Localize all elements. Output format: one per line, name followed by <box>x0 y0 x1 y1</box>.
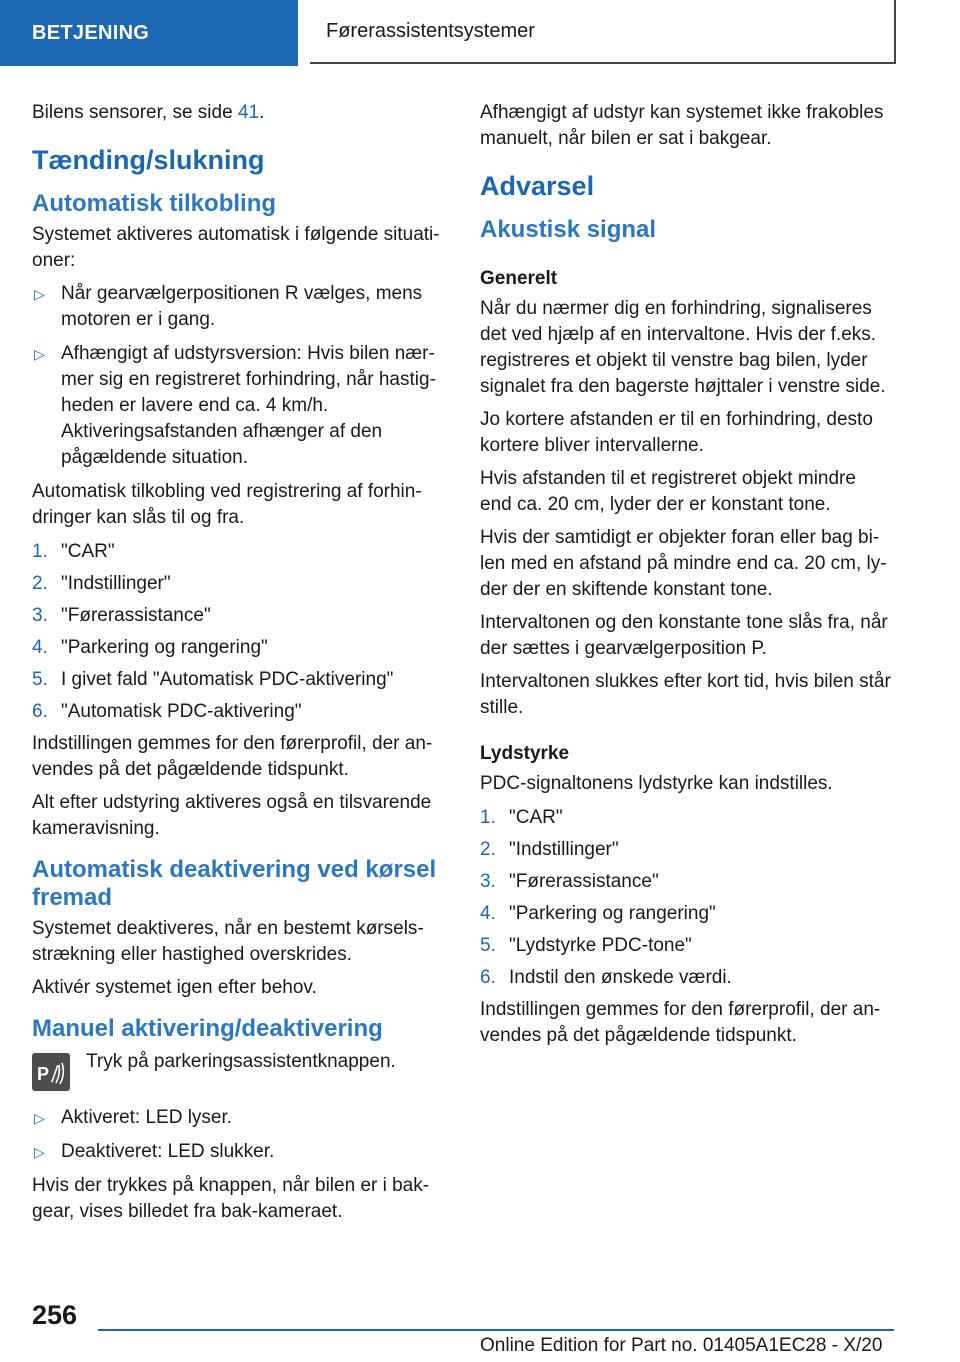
list-item: ▷ Deaktiveret: LED slukker. <box>32 1139 444 1165</box>
general-text-1: Når du nærmer dig en forhindring, signaliseres det ved hjælp af en intervaltone. Hvis der f.eks. registreres et objekt til venstre bag bilen, lyder signalet fra den bagerste højttaler i venstre side. <box>480 298 886 397</box>
list-item: ▷ Når gearvælgerpositionen R vælges, mens motoren er i gang. <box>34 283 423 330</box>
general-text-2: Jo kortere afstanden er til en forhindring, desto kortere bliver intervallerne. <box>480 409 873 456</box>
list-item: ▷ Aktiveret: LED lyser. <box>32 1105 444 1131</box>
auto-on-list <box>32 281 444 471</box>
general-text-6: Intervaltonen slukkes efter kort tid, hvis bilen står stille. <box>480 671 891 718</box>
triangle-bullet-icon: ▷ <box>34 1110 45 1126</box>
list-item: 3. "Førerassistance" <box>32 605 211 626</box>
reverse-gear-text: Hvis der trykkes på knappen, når bilen er i bakgear, vises billedet fra bak-kameraet. <box>32 1175 430 1222</box>
heading-auto-off: Automatisk deaktivering ved kørsel fremad <box>32 856 437 911</box>
heading-auto-on: Automatisk tilkobling <box>32 190 277 217</box>
gear-text: Afhængigt af udstyr kan systemet ikke frakobles manuelt, når bilen er sat i bakgear. <box>480 102 884 149</box>
saved-setting-text: Indstillingen gemmes for den førerprofil, der anvendes på det pågældende tidspunkt. <box>32 733 433 780</box>
reactivate-text: Aktivér systemet igen efter behov. <box>32 977 317 998</box>
list-item: 3. "Førerassistance" <box>480 871 659 892</box>
general-text-4: Hvis der samtidigt er objekter foran eller bag bilen med en afstand på mindre end ca. 20 cm, lyder der en skiftende konstant tone. <box>480 527 887 600</box>
page-number: 256 <box>32 1300 78 1330</box>
auto-steps-list <box>32 539 444 725</box>
chapter-title: Førerassistentsystemer <box>326 19 535 42</box>
saved-setting-text: Indstillingen gemmes for den førerprofil, der anvendes på det pågældende tidspunkt. <box>480 999 881 1046</box>
auto-on-text: Systemet aktiveres automatisk i følgende situationer: <box>32 224 440 271</box>
heading-acoustic: Akustisk signal <box>480 216 657 243</box>
park-assist-button-icon <box>32 1053 70 1091</box>
list-item: 2. "Indstillinger" <box>32 573 171 594</box>
chapter-tab <box>310 0 896 64</box>
volume-steps-list <box>480 805 892 991</box>
general-text-3: Hvis afstanden til et registreret objekt mindre end ca. 20 cm, lyder der er konstant tone. <box>480 468 856 515</box>
list-item: 6. Indstil den ønskede værdi. <box>480 967 732 988</box>
volume-text: PDC-signaltonens lydstyrke kan indstilles. <box>480 773 833 794</box>
list-item: 2. "Indstillinger" <box>480 839 619 860</box>
heading-volume: Lydstyrke <box>480 743 570 764</box>
left-column <box>32 100 444 1232</box>
edition-text: Online Edition for Part no. 01405A1EC28 - X/20 <box>480 1335 883 1356</box>
sensor-reference: Bilens sensorer, se side 41. <box>32 102 265 123</box>
triangle-bullet-icon: ▷ <box>34 286 45 302</box>
heading-general: Generelt <box>480 268 558 289</box>
heading-warning: Advarsel <box>480 171 595 201</box>
led-list <box>32 1105 444 1165</box>
manual-button-text: Tryk på parkeringsassistentknappen. <box>86 1051 396 1072</box>
footer-divider <box>98 1329 894 1331</box>
general-text-5: Intervaltonen og den konstante tone slås fra, når der sættes i gearvælgerposition P. <box>480 612 888 659</box>
right-column <box>480 100 892 1056</box>
list-item: 1. "CAR" <box>480 807 563 828</box>
heading-manual: Manuel aktivering/deaktivering <box>32 1015 383 1042</box>
auto-reg-text: Automatisk tilkobling ved registrering af forhindringer kan slås til og fra. <box>32 481 422 528</box>
list-item: 4. "Parkering og rangering" <box>32 637 268 658</box>
triangle-bullet-icon: ▷ <box>34 1144 45 1160</box>
auto-off-text: Systemet deaktiveres, når en bestemt kørselsstrækning eller hastighed overskrides. <box>32 918 424 965</box>
list-item: 1. "CAR" <box>32 541 115 562</box>
pdc-button-row <box>32 1049 444 1093</box>
list-item: 6. "Automatisk PDC-aktivering" <box>32 701 302 722</box>
camera-text: Alt efter udstyring aktiveres også en tilsvarende kameravisning. <box>32 792 432 839</box>
page-link[interactable]: 41 <box>237 102 260 123</box>
list-item: 4. "Parkering og rangering" <box>480 903 716 924</box>
heading-tending: Tænding/slukning <box>32 145 265 175</box>
list-item: 5. "Lydstyrke PDC-tone" <box>480 935 692 956</box>
svg-text:P: P <box>37 1064 50 1084</box>
list-item: 5. I givet fald "Automatisk PDC-aktivering" <box>32 669 394 690</box>
section-tab <box>0 0 298 66</box>
section-title: BETJENING <box>32 21 150 44</box>
list-item: ▷ Afhængigt af udstyrsversion: Hvis bilen nærmer sig en registreret forhindring, når hastigheden er lavere end ca. 4 km/h. Aktiveringsafstanden afhænger af den pågældende situation. <box>34 343 436 468</box>
triangle-bullet-icon: ▷ <box>34 346 45 362</box>
